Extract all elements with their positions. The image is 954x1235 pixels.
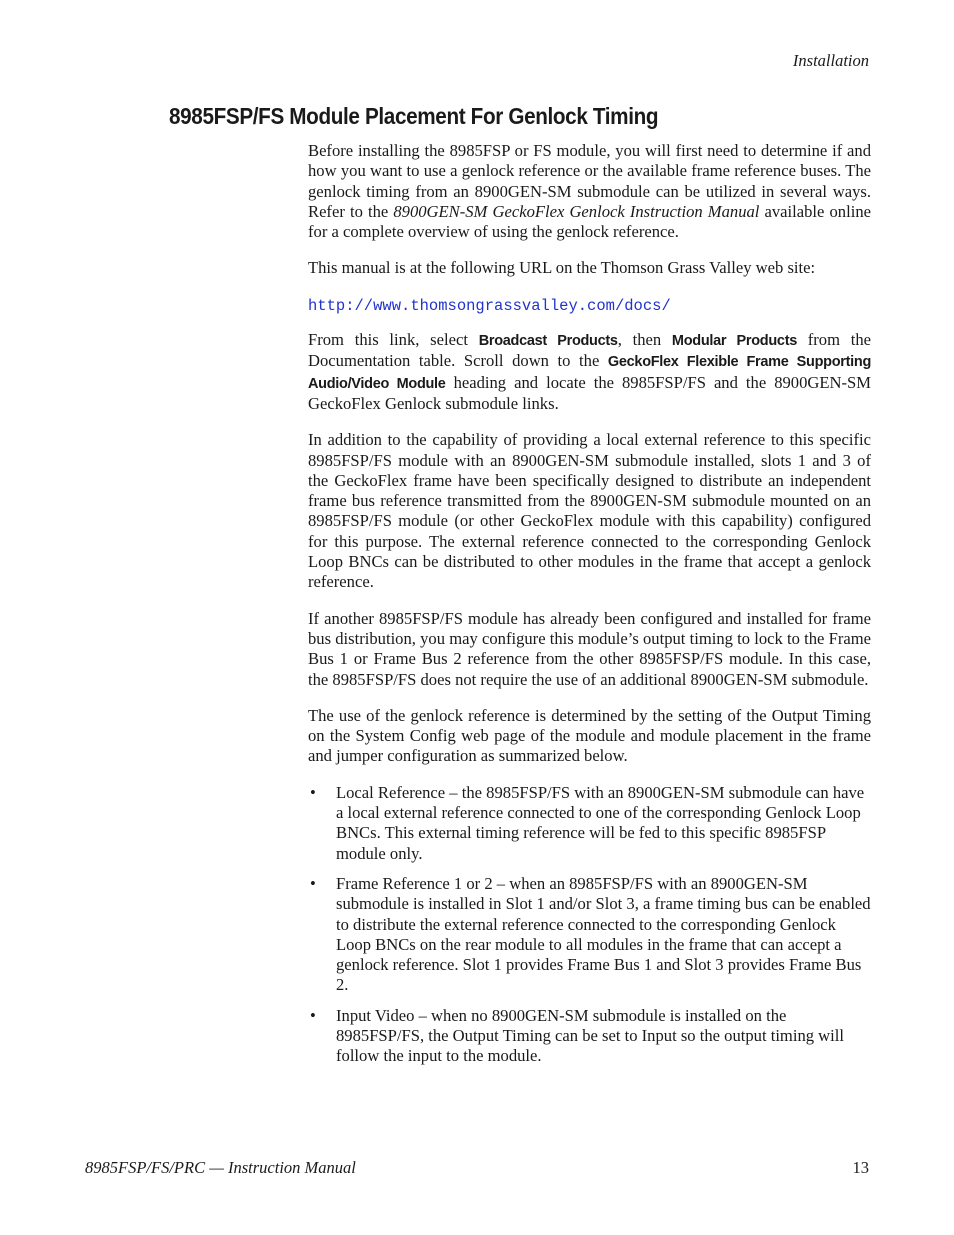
term-modular-products: Modular Products [671,333,797,350]
section-title: 8985FSP/FS Module Placement For Genlock Timing [169,103,659,129]
paragraph-genlock-use: The use of the genlock reference is determined by the setting of the Output Timing on the System Config web page of the module and module placement in the frame and jumper configuration as summarized below. [308,705,871,766]
paragraph-intro-text-a: Before installing the 8985FSP or FS module, you will first need to determine if and how you want to use a genlock reference or the available frame reference buses. The genlock timing from an 8900GEN-SM submodule can be utilized in several ways. Refer to the [308,141,871,221]
bullet-icon: • [310,782,316,802]
running-head: Installation [792,51,869,70]
list-item [308,1006,871,1067]
page-number: 13 [852,1158,869,1177]
paragraph-frame-bus: In addition to the capability of providing a local external reference to this specific 8985FSP/FS module with an 8900GEN-SM submodule installed, slots 1 and 3 of the GeckoFlex frame have been specifically designed to distribute an independent frame bus reference transmitted from the 8900GEN-SM submodule mounted on an 8985FSP/FS module (or other GeckoFlex module with this capability) configured for this purpose. The external reference connected to the corresponding Genlock Loop BNCs can be distributed to other modules in the frame that accept a genlock reference. [308,430,871,592]
paragraph-url-intro: This manual is at the following URL on the Thomson Grass Valley web site: [308,258,816,278]
body-text [308,141,871,1077]
paragraph-navigation [308,330,871,414]
nav-text-b: , then [617,330,672,350]
url-line [308,295,871,316]
list-item [308,783,871,864]
list-item-text: Local Reference – the 8985FSP/FS with an 8900GEN-SM submodule can have a local external reference connected to one of the corresponding Genlock Loop BNCs. This external timing reference will be fed to this specific 8985FSP module only. [336,782,865,863]
list-item-text: Frame Reference 1 or 2 – when an 8985FSP/FS with an 8900GEN-SM submodule is installed in Slot 1 and/or Slot 3, a frame timing bus can be enabled to distribute the external reference connected to the corresponding Genlock Loop BNCs on the rear module to all modules in the frame that can accept a genlock reference. Slot 1 provides Frame Bus 1 and Slot 3 provides Frame Bus 2. [336,873,871,995]
paragraph-another-module: If another 8985FSP/FS module has already been configured and installed for frame bus distribution, you may configure this module’s output timing to lock to the Frame Bus 1 or Frame Bus 2 reference from the other 8985FSP/FS module. In this case, the 8985FSP/FS does not require the use of an additional 8900GEN-SM submodule. [308,608,871,689]
paragraph-intro-text-b: available online for a complete overview of using the genlock reference. [308,201,871,242]
nav-text-c: from the Documentation table. Scroll down to the [308,330,872,371]
nav-text-d: heading and locate the 8985FSP/FS and the 8900GEN-SM GeckoFlex Genlock submodule links. [308,372,871,413]
list-item [308,874,871,996]
paragraph-intro [308,141,871,242]
options-list [308,783,871,1067]
term-geckoflex-heading: GeckoFlex Flexible Frame Supporting Audio/Video Module [308,354,871,392]
list-item-text: Input Video – when no 8900GEN-SM submodule is installed on the 8985FSP/FS, the Output Timing can be set to Input so the output timing will follow the input to the module. [336,1005,844,1066]
term-broadcast-products: Broadcast Products [478,333,618,350]
nav-text-a: From this link, select [308,330,479,350]
bullet-icon: • [310,873,316,893]
manual-reference: 8900GEN-SM GeckoFlex Genlock Instruction Manual [393,201,760,221]
bullet-icon: • [310,1005,316,1025]
footer-manual-title: 8985FSP/FS/PRC — Instruction Manual [85,1158,356,1177]
docs-url-link[interactable]: http://www.thomsongrassvalley.com/docs/ [308,296,671,315]
